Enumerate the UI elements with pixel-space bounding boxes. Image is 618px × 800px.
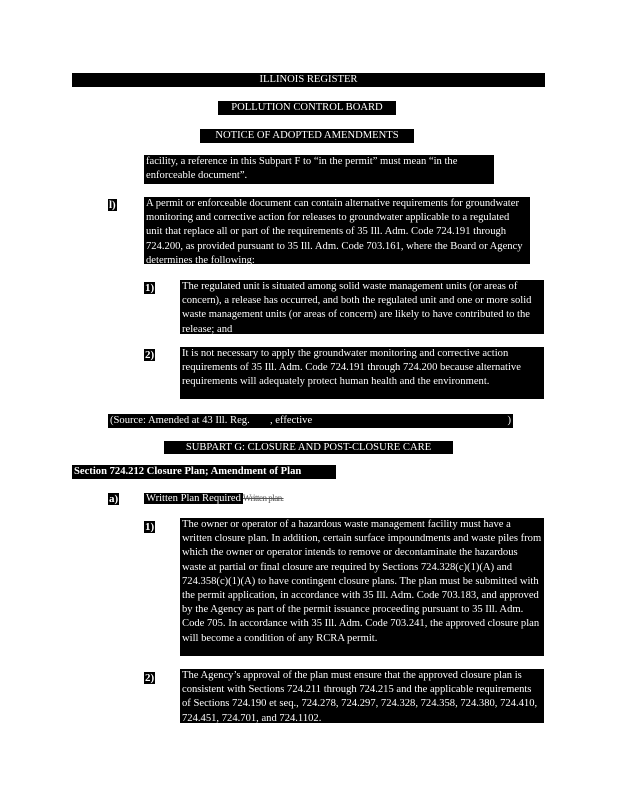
para-a-struck-text: Written plan. xyxy=(242,493,284,503)
para-a-marker: a) xyxy=(109,493,119,505)
para-a-item2-text: The Agency’s approval of the plan must ensure that the approved closure plan is consistent with Sections 724.211 through 724.215 and the applicable requirements of Sections 724.190 et seq., 724.278, 724.297, 724.328, 724.358, 724.380, 724.410, 724.451, 724.701, and 724.1102. xyxy=(180,669,544,723)
board-header: POLLUTION CONTROL BOARD xyxy=(218,101,396,115)
para-a-heading: Written Plan Required xyxy=(146,493,241,504)
para-l-item2-text: It is not necessary to apply the groundwater monitoring and corrective action requirements of 35 Ill. Adm. Code 724.191 through 724.200 because alternative requirements will adequately protect human health and the environment. xyxy=(180,347,544,399)
para-a-item1-marker: 1) xyxy=(145,521,155,533)
para-l-item1-text: The regulated unit is situated among solid waste management units (or areas of concern), a release has occurred, and both the regulated unit and one or more solid waste management units (or areas of concern) are likely to have contributed to the release; and xyxy=(180,280,544,334)
intro-paragraph: facility, a reference in this Subpart F to “in the permit” must mean “in the enforceable document”. xyxy=(144,155,494,184)
para-l-marker: l) xyxy=(109,199,116,211)
subpart-title: SUBPART G: CLOSURE AND POST-CLOSURE CARE xyxy=(164,441,453,454)
source-suffix: ) xyxy=(378,414,513,428)
register-header: ILLINOIS REGISTER xyxy=(72,73,545,87)
source-line xyxy=(108,414,513,428)
para-l-text: A permit or enforceable document can contain alternative requirements for groundwater monitoring and corrective action for releases to groundwater applicable to a regulated unit that replace all or part of the requirements of 35 Ill. Adm. Code 724.191 through 724.200, as provided pursuant to 35 Ill. Adm. Code 703.161, where the Board or Agency determines the following: xyxy=(144,197,530,264)
section-heading: Section 724.212 Closure Plan; Amendment of Plan xyxy=(72,465,336,479)
para-l-item1-marker: 1) xyxy=(145,282,155,294)
source-middle: , effective xyxy=(268,414,378,428)
para-a-heading-line xyxy=(144,491,284,505)
para-a-item1-text: The owner or operator of a hazardous waste management facility must have a written closure plan. In addition, certain surface impoundments and waste piles from which the owner or operator intends to remove or decontaminate the hazardous waste at partial or final closure are required by Sections 724.328(c)(1)(A) and 724.358(c)(1)(A) to have contingent closure plans. The plan must be submitted with the permit application, in accordance with 35 Ill. Adm. Code 703.183, and approved by the Agency as part of the permit issuance proceeding pursuant to 35 Ill. Adm. Code 705. In accordance with 35 Ill. Adm. Code 703.241, the approved closure plan will become a condition of any RCRA permit. xyxy=(180,518,544,656)
notice-header: NOTICE OF ADOPTED AMENDMENTS xyxy=(200,129,414,143)
para-l-item2-marker: 2) xyxy=(145,349,155,361)
para-a-item2-marker: 2) xyxy=(145,672,155,684)
source-prefix: (Source: Amended at 43 Ill. Reg. xyxy=(108,414,268,428)
